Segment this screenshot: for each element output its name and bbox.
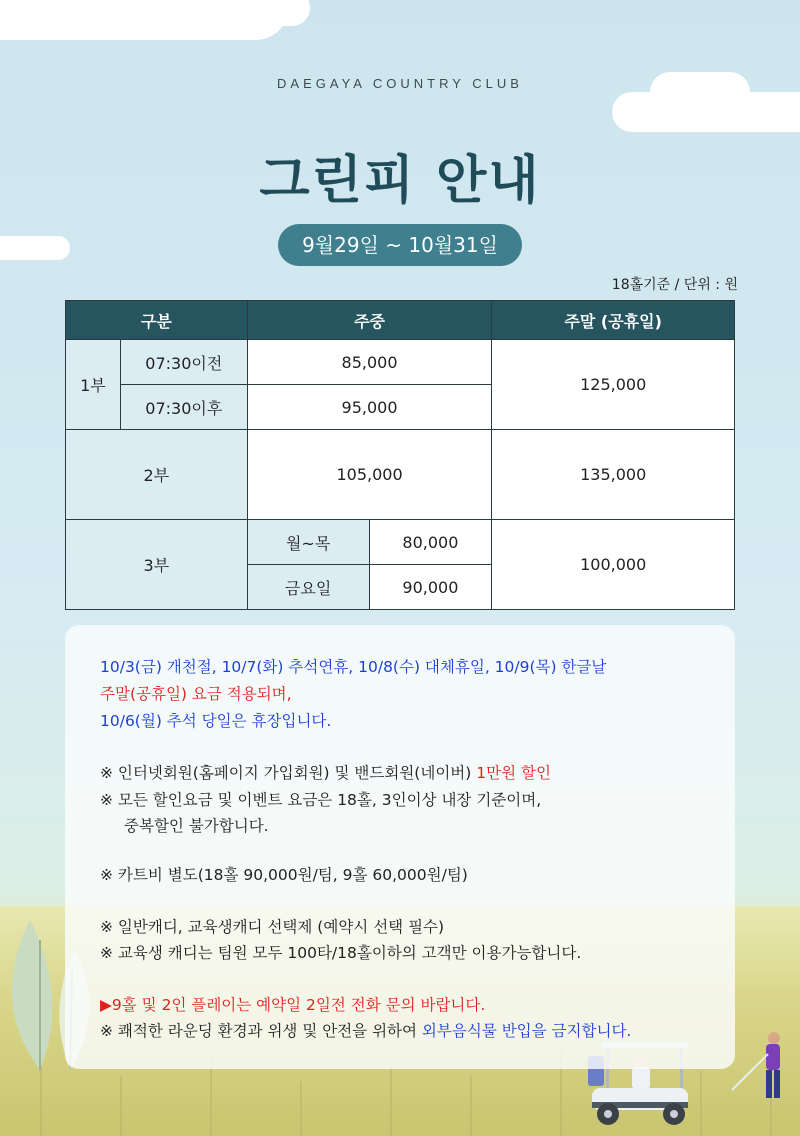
header-weekend: 주말 (공휴일) [492,301,735,340]
food-notice-line [100,1019,631,1041]
nine-hole-notice: ▶9홀 및 2인 플레이는 예약일 2일전 전화 문의 바랍니다. [100,996,486,1014]
part1-weekend-price: 125,000 [492,340,735,430]
part1-before-price: 85,000 [247,340,492,385]
header-weekday: 주중 [247,301,492,340]
part1-label: 1부 [66,340,121,430]
part1-after-price: 95,000 [247,385,492,430]
member-discount-line [100,761,551,783]
brand-name: DAEGAYA COUNTRY CLUB [277,76,523,91]
part3-fri-price: 90,000 [369,565,492,610]
unit-note: 18홀기준 / 단위 : 원 [611,277,738,293]
table-row [66,520,735,565]
cloud-top-left-2 [180,0,310,26]
part3-mon-thu-label: 월~목 [247,520,369,565]
part3-weekend-price: 100,000 [492,520,735,610]
part3-label: 3부 [66,520,248,610]
caddie-line1: ※ 일반캐디, 교육생캐디 선택제 (예약시 선택 필수) [100,918,445,936]
food-notice-highlight: 외부음식물 반입을 금지합니다. [421,1022,632,1040]
table-row [66,340,735,385]
part2-label: 2부 [66,430,248,520]
food-notice-text: ※ 쾌적한 라운딩 환경과 위생 및 안전을 위하여 [100,1022,422,1040]
holiday-notice-line1: 10/3(금) 개천절, 10/7(화) 추석연휴, 10/8(수) 대체휴일, 10/9(목) 한글날 [100,658,607,676]
green-fee-table [65,300,735,610]
holiday-notice-line2: 주말(공휴일) 요금 적용되며, [100,685,292,703]
cloud-left [0,236,70,260]
part3-mon-thu-price: 80,000 [369,520,492,565]
header-category: 구분 [66,301,248,340]
period-badge: 9월29일 ~ 10월31일 [278,224,522,266]
discount-condition-line1: ※ 모든 할인요금 및 이벤트 요금은 18홀, 3인이상 내장 기준이며, [100,791,542,809]
part1-after-label: 07:30이후 [120,385,247,430]
part1-before-label: 07:30이전 [120,340,247,385]
part3-fri-label: 금요일 [247,565,369,610]
discount-condition-line2: 중복할인 불가합니다. [124,817,269,835]
cart-fee-line: ※ 카트비 별도(18홀 90,000원/팀, 9홀 60,000원/팀) [100,866,468,884]
caddie-line2: ※ 교육생 캐디는 팀원 모두 100타/18홀이하의 고객만 이용가능합니다. [100,944,582,962]
member-discount-text: ※ 인터넷회원(홈페이지 가입회원) 및 밴드회원(네이버) [100,764,477,782]
golfer-illustration [728,1030,788,1102]
holiday-notice-line3: 10/6(월) 추석 당일은 휴장입니다. [100,712,332,730]
part2-weekday-price: 105,000 [247,430,492,520]
part2-weekend-price: 135,000 [492,430,735,520]
table-header-row [66,301,735,340]
page-title: 그린피 안내 [259,151,541,211]
table-row [66,430,735,520]
member-discount-highlight: 1만원 할인 [476,764,551,782]
